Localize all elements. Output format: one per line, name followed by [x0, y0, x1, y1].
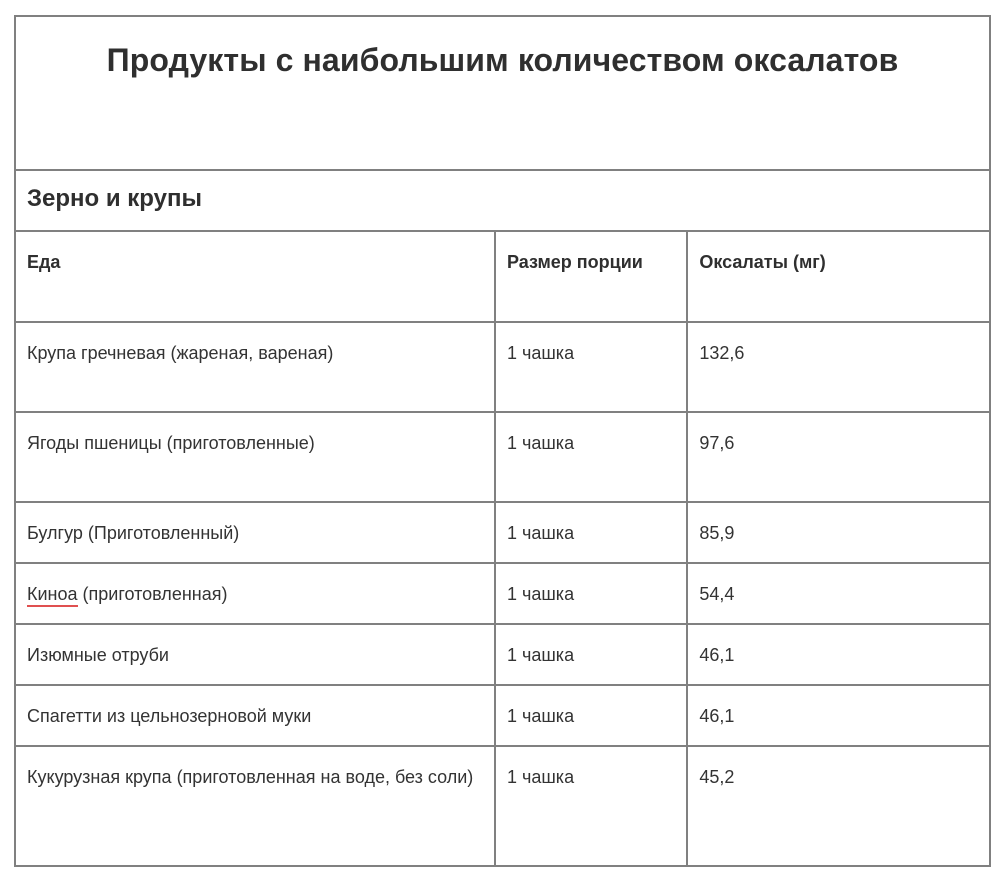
food-cell	[15, 322, 495, 412]
header-row	[15, 231, 990, 322]
table-row	[15, 412, 990, 502]
title-cell	[15, 16, 990, 170]
title-row	[15, 16, 990, 170]
table-title: Продукты с наибольшим количеством оксалатов	[106, 42, 899, 78]
column-header-portion	[495, 231, 687, 322]
table-row	[15, 563, 990, 624]
table-row	[15, 322, 990, 412]
portion-value: 1 чашка	[506, 343, 575, 363]
column-header-food-label: Еда	[27, 252, 61, 272]
portion-value: 1 чашка	[506, 584, 575, 604]
food-cell	[15, 412, 495, 502]
food-name: Булгур (Приготовленный)	[27, 523, 240, 543]
food-name: Изюмные отруби	[27, 645, 169, 665]
food-name: Кукурузная крупа (приготовленная на воде, без соли)	[27, 767, 474, 787]
oxalates-cell	[687, 563, 990, 624]
food-cell	[15, 502, 495, 563]
oxalates-value: 85,9	[699, 523, 735, 543]
food-name-rest: (приготовленная)	[77, 584, 228, 604]
table-row	[15, 502, 990, 563]
portion-cell	[495, 322, 687, 412]
portion-cell	[495, 746, 687, 866]
column-header-food	[15, 231, 495, 322]
portion-cell	[495, 563, 687, 624]
section-heading: Зерно и крупы	[27, 185, 202, 212]
oxalate-table-container	[14, 15, 991, 867]
oxalates-value: 46,1	[699, 706, 735, 726]
food-name: Крупа гречневая (жареная, вареная)	[27, 343, 334, 363]
portion-value: 1 чашка	[506, 523, 575, 543]
oxalates-value: 45,2	[699, 767, 735, 787]
oxalates-value: 97,6	[699, 433, 735, 453]
portion-cell	[495, 502, 687, 563]
oxalates-value: 46,1	[699, 645, 735, 665]
oxalates-cell	[687, 746, 990, 866]
oxalates-cell	[687, 412, 990, 502]
portion-cell	[495, 685, 687, 746]
column-header-oxalates-label: Оксалаты (мг)	[699, 252, 826, 272]
oxalates-cell	[687, 685, 990, 746]
spellcheck-flagged-word[interactable]: Киноа	[27, 584, 78, 607]
food-name: Спагетти из цельнозерновой муки	[27, 706, 312, 726]
portion-value: 1 чашка	[506, 706, 575, 726]
portion-cell	[495, 412, 687, 502]
portion-cell	[495, 624, 687, 685]
oxalate-table	[14, 15, 991, 867]
food-cell	[15, 685, 495, 746]
portion-value: 1 чашка	[506, 645, 575, 665]
portion-value: 1 чашка	[506, 433, 575, 453]
column-header-portion-label: Размер порции	[506, 252, 643, 272]
food-name: Ягоды пшеницы (приготовленные)	[27, 433, 315, 453]
oxalates-cell	[687, 502, 990, 563]
section-row	[15, 170, 990, 231]
column-header-oxalates	[687, 231, 990, 322]
section-cell	[15, 170, 990, 231]
oxalates-value: 54,4	[699, 584, 735, 604]
food-cell	[15, 563, 495, 624]
table-row	[15, 624, 990, 685]
food-name	[16, 564, 494, 609]
oxalates-value: 132,6	[699, 343, 745, 363]
food-cell	[15, 746, 495, 866]
oxalates-cell	[687, 624, 990, 685]
food-cell	[15, 624, 495, 685]
table-row	[15, 685, 990, 746]
table-row	[15, 746, 990, 866]
portion-value: 1 чашка	[506, 767, 575, 787]
oxalates-cell	[687, 322, 990, 412]
